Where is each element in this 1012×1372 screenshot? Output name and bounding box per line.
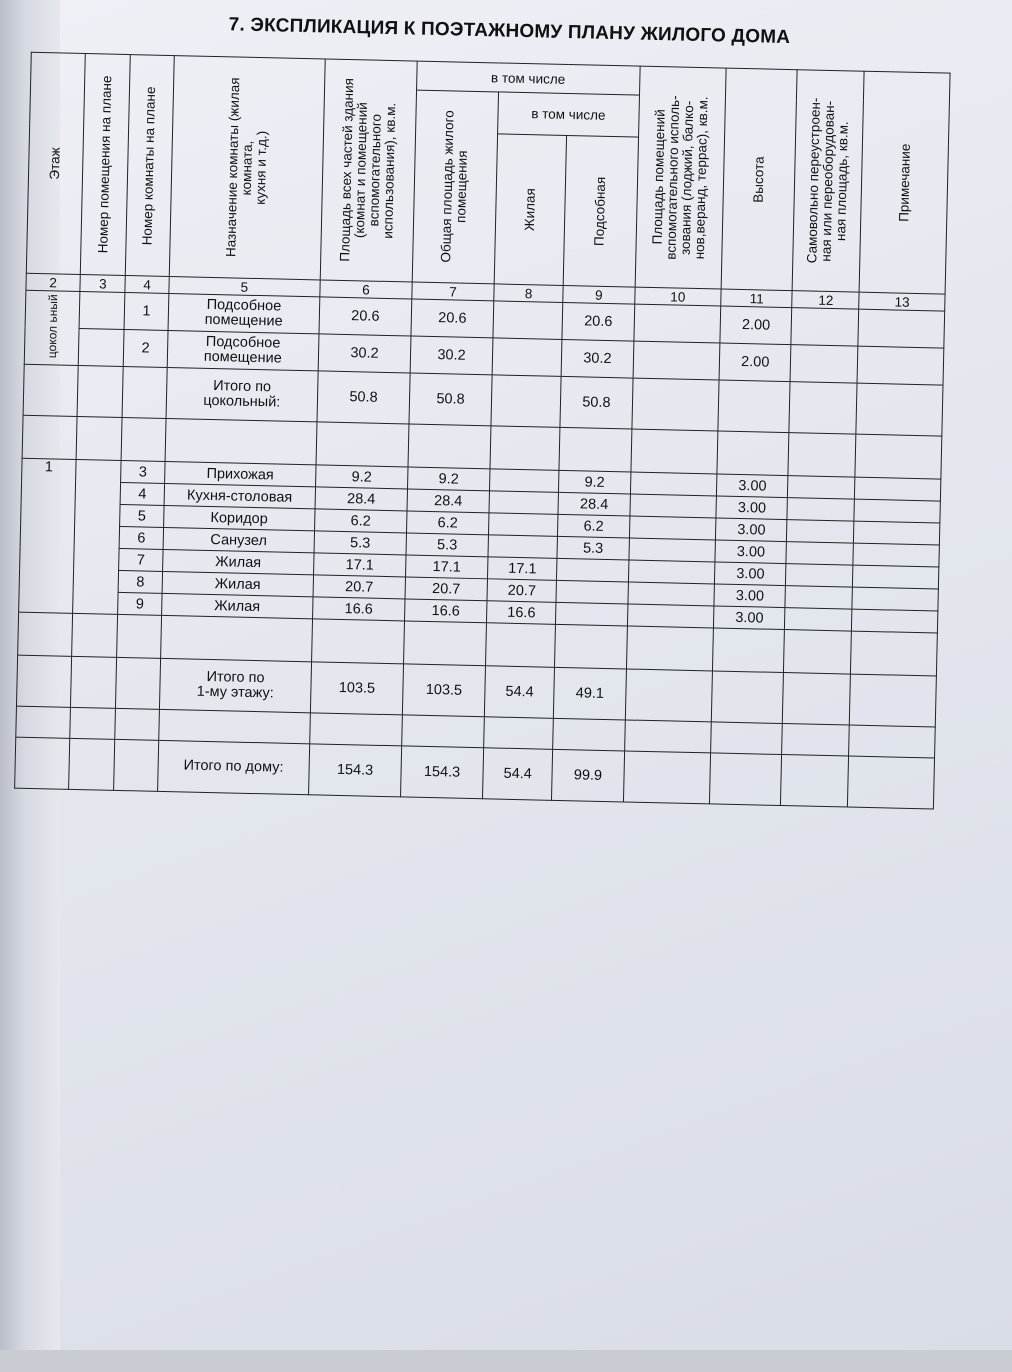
- living-area: 20.7: [487, 579, 557, 603]
- col-number: 2: [26, 273, 80, 291]
- room-number: 1: [124, 293, 168, 331]
- room-number: 6: [120, 526, 164, 549]
- aux-area: 20.6: [562, 302, 634, 341]
- col-number: 8: [494, 284, 564, 303]
- header-premise-no: Номер помещения на плане: [80, 54, 130, 276]
- header-room-no: Номер комнаты на плане: [126, 55, 174, 277]
- explication-table: [14, 52, 950, 810]
- living-total: 16.6: [404, 599, 487, 623]
- living-area: 16.6: [487, 601, 557, 625]
- height: 3.00: [716, 518, 788, 542]
- aux-area: [556, 602, 628, 626]
- living-total: 5.3: [406, 533, 489, 557]
- height: 3.00: [715, 562, 787, 586]
- room-name: Прихожая: [164, 461, 316, 486]
- header-auxiliary: Подсобная: [563, 136, 638, 287]
- col-number: 13: [859, 292, 945, 311]
- house-total-label: Итого по дому:: [157, 740, 309, 794]
- col-number: 5: [169, 276, 321, 296]
- page-title: 7. ЭКСПЛИКАЦИЯ К ПОЭТАЖНОМУ ПЛАНУ ЖИЛОГО ДОМА: [228, 14, 791, 49]
- subtotal-label: Итого по 1-му этажу:: [159, 658, 311, 712]
- aux-area: [557, 558, 629, 582]
- total-area: 20.7: [313, 575, 405, 599]
- living-total: 30.2: [410, 336, 493, 375]
- aux-area: 6.2: [558, 514, 630, 538]
- total-area: 50.8: [317, 371, 410, 424]
- living-total: 28.4: [407, 489, 490, 513]
- aux-area: 9.2: [559, 470, 631, 494]
- height: 2.00: [719, 343, 791, 382]
- total-area: 103.5: [310, 662, 403, 715]
- living-area: [492, 338, 562, 377]
- col-number: 6: [320, 280, 412, 299]
- document-sheet: [9, 0, 1012, 1372]
- col-number: 10: [634, 287, 721, 306]
- floor-cell: цокол ьный: [24, 290, 80, 365]
- living-total: 154.3: [400, 746, 483, 799]
- room-name: Подсобное помещение: [168, 293, 320, 333]
- height: 2.00: [720, 306, 792, 345]
- living-area: [489, 491, 559, 515]
- living-total: 103.5: [402, 664, 485, 717]
- room-number: 3: [121, 460, 165, 483]
- living-total: 20.6: [411, 299, 494, 338]
- living-area: [490, 469, 560, 493]
- subtotal-label: Итого по цокольный:: [166, 367, 318, 421]
- header-incl2: в том числе: [498, 92, 639, 137]
- header-living: Жилая: [494, 134, 567, 285]
- living-area: [491, 375, 561, 428]
- room-name: Жилая: [161, 593, 313, 618]
- height: 3.00: [714, 584, 786, 608]
- room-number: 7: [119, 548, 163, 571]
- col-number: 11: [721, 289, 793, 308]
- col-number: 4: [125, 276, 169, 294]
- aux-area: 28.4: [558, 492, 630, 516]
- col-number: 9: [563, 285, 635, 304]
- aux-area: 49.1: [554, 667, 627, 720]
- living-total: 6.2: [406, 511, 489, 535]
- room-name: Санузел: [163, 527, 315, 552]
- col-number: 3: [80, 274, 126, 292]
- header-incl: в том числе: [416, 61, 639, 95]
- living-total: 9.2: [407, 467, 490, 491]
- living-total: 17.1: [405, 555, 488, 579]
- living-area: [493, 301, 563, 340]
- total-area: 5.3: [314, 531, 406, 555]
- height: 3.00: [714, 606, 786, 630]
- total-area: 154.3: [309, 744, 402, 797]
- room-number: 4: [121, 482, 165, 505]
- header-total-area: Площадь всех частей здания (комнат и помещений вспомогательного использования), кв.м.: [320, 59, 417, 282]
- living-total: 20.7: [405, 577, 488, 601]
- room-number: 9: [118, 592, 162, 615]
- header-unauthorized: Самовольно переустроен- ная или переоборудован- ная площадь, кв.м.: [793, 70, 865, 292]
- room-name: Подсобное помещение: [167, 330, 319, 370]
- living-area: 54.4: [483, 748, 553, 801]
- height: 3.00: [715, 540, 787, 564]
- header-note: Примечание: [860, 71, 951, 294]
- total-area: 6.2: [315, 509, 407, 533]
- header-purpose: Назначение комнаты (жилая комната, кухня и т.д.): [169, 56, 325, 280]
- aux-area: 50.8: [560, 376, 633, 429]
- total-area: 9.2: [316, 465, 408, 489]
- col-number: 7: [412, 282, 495, 301]
- header-aux-use-area: Площадь помещений вспомогательного исполь- зования (лоджий, балко- нов,веранд, террас), кв.м.: [635, 66, 726, 289]
- floor-cell: 1: [19, 458, 77, 613]
- col-number: 12: [792, 291, 859, 310]
- room-number: 5: [120, 504, 164, 527]
- total-area: 28.4: [315, 487, 407, 511]
- living-area: 17.1: [488, 557, 558, 581]
- living-area: 54.4: [484, 666, 554, 719]
- total-area: 20.6: [319, 297, 412, 336]
- aux-area: [556, 580, 628, 604]
- aux-area: 30.2: [561, 339, 633, 378]
- room-name: Коридор: [163, 505, 315, 530]
- living-area: [489, 513, 559, 537]
- header-height: Высота: [721, 68, 797, 291]
- living-area: [488, 535, 558, 559]
- height: 3.00: [716, 496, 788, 520]
- room-number: 2: [124, 330, 168, 368]
- room-name: Жилая: [162, 549, 314, 574]
- aux-area: 99.9: [552, 749, 625, 802]
- header-living-total: Общая площадь жилого помещения: [412, 90, 498, 284]
- total-area: 16.6: [313, 597, 405, 621]
- room-name: Жилая: [162, 571, 314, 596]
- aux-area: 5.3: [557, 536, 629, 560]
- living-total: 50.8: [409, 373, 492, 426]
- header-floor: Этаж: [26, 52, 85, 274]
- total-area: 30.2: [318, 334, 411, 373]
- room-name: Кухня-столовая: [164, 483, 316, 508]
- height: 3.00: [717, 474, 789, 498]
- total-area: 17.1: [314, 553, 406, 577]
- room-number: 8: [119, 570, 163, 593]
